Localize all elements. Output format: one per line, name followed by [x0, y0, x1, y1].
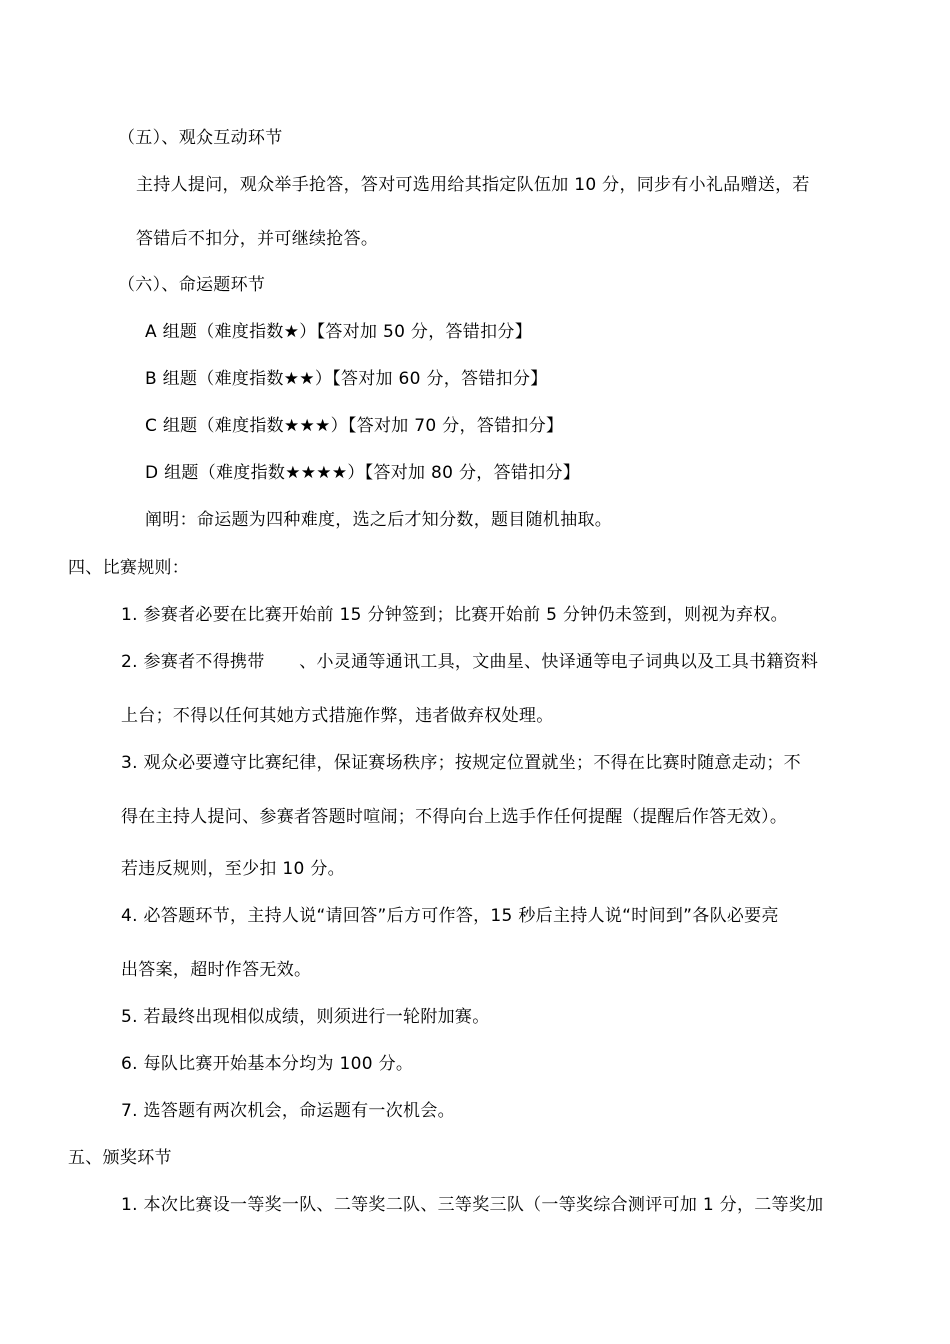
rule-2-line: 上台；不得以任何其她方式措施作弊，违者做弃权处理。: [121, 706, 554, 726]
rule-1: 1. 参赛者必要在比赛开始前 15 分钟签到；比赛开始前 5 分钟仍未签到，则视为弃权。: [121, 605, 788, 625]
question-group-a: A 组题（难度指数★）【答对加 50 分，答错扣分】: [145, 322, 533, 342]
paragraph-line: 主持人提问，观众举手抢答，答对可选用给其指定队伍加 10 分，同步有小礼品赠送，若: [136, 175, 810, 195]
question-group-c: C 组题（难度指数★★★）【答对加 70 分，答错扣分】: [145, 416, 564, 436]
rule-2-line: 2. 参赛者不得携带 、小灵通等通讯工具，文曲星、快译通等电子词典以及工具书籍资料: [121, 652, 819, 672]
section-heading-rules: 四、比赛规则：: [68, 558, 190, 578]
rule-5: 5. 若最终出现相似成绩，则须进行一轮附加赛。: [121, 1007, 490, 1027]
explanation-note: 阐明：命运题为四种难度，选之后才知分数，题目随机抽取。: [145, 510, 613, 530]
question-group-b: B 组题（难度指数★★）【答对加 60 分，答错扣分】: [145, 369, 548, 389]
section-heading-fate-questions: （六）、命运题环节: [118, 275, 266, 295]
question-group-d: D 组题（难度指数★★★★）【答对加 80 分，答错扣分】: [145, 463, 581, 483]
section-heading-awards: 五、颁奖环节: [68, 1148, 172, 1168]
rule-6: 6. 每队比赛开始基本分均为 100 分。: [121, 1054, 414, 1074]
rule-3-line: 3. 观众必要遵守比赛纪律，保证赛场秩序；按规定位置就坐；不得在比赛时随意走动；不: [121, 753, 801, 773]
paragraph-line: 答错后不扣分，并可继续抢答。: [136, 229, 379, 249]
rule-4-line: 4. 必答题环节，主持人说“请回答”后方可作答，15 秒后主持人说“时间到”各队必要亮: [121, 906, 779, 926]
rule-3-line: 若违反规则，至少扣 10 分。: [121, 859, 345, 879]
section-heading-audience-interaction: （五）、观众互动环节: [118, 128, 283, 148]
award-item-1: 1. 本次比赛设一等奖一队、二等奖二队、三等奖三队（一等奖综合测评可加 1 分，二等奖加: [121, 1195, 824, 1215]
rule-3-line: 得在主持人提问、参赛者答题时喧闹；不得向台上选手作任何提醒（提醒后作答无效）。: [121, 807, 788, 827]
rule-7: 7. 选答题有两次机会，命运题有一次机会。: [121, 1101, 455, 1121]
rule-4-line: 出答案，超时作答无效。: [121, 960, 312, 980]
